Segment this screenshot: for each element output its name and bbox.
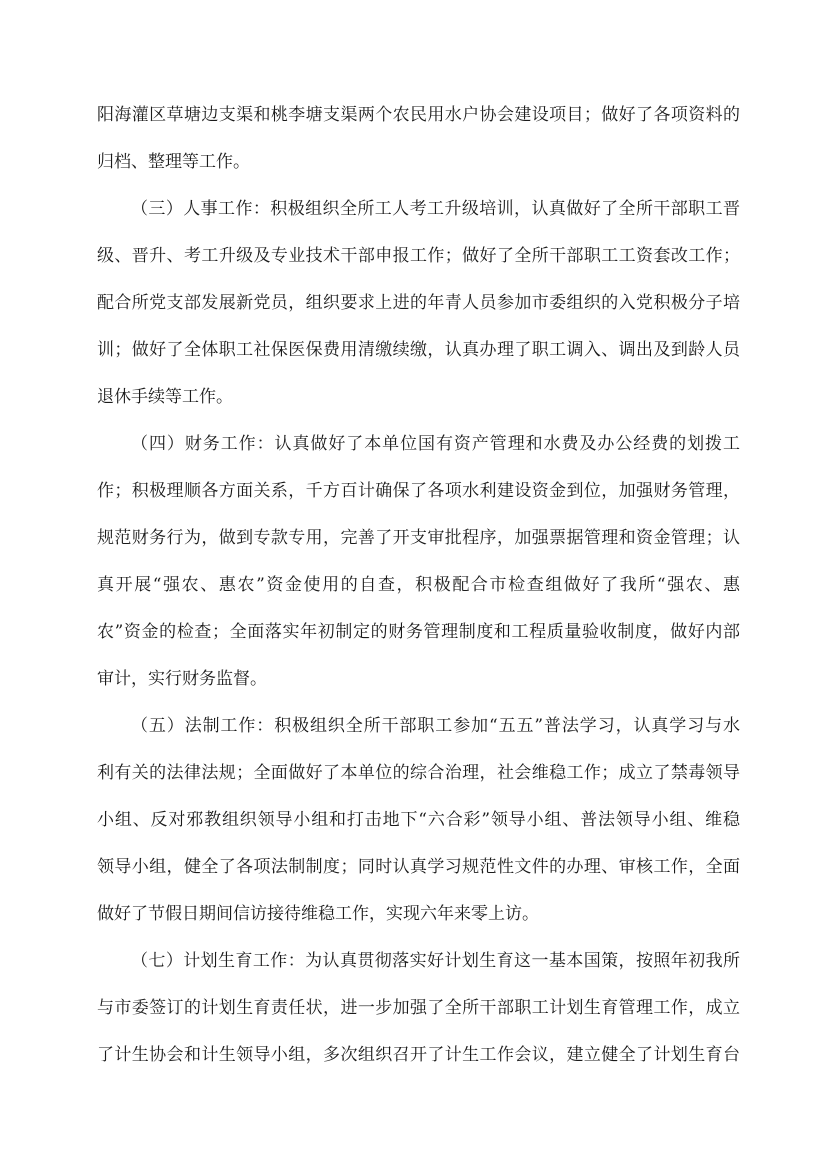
paragraph <box>97 186 740 421</box>
text-line: （七）计划生育工作：为认真贯彻落实好计划生育这一基本国策，按照年初我所 <box>131 951 740 971</box>
paragraph <box>97 92 740 186</box>
paragraph <box>97 703 740 938</box>
text-line: 配合所党支部发展新党员，组织要求上进的年青人员参加市委组织的入党积极分子培 <box>97 293 740 313</box>
text-line: 农”资金的检查；全面落实年初制定的财务管理制度和工程质量验收制度，做好内部 <box>97 622 740 642</box>
document-body <box>97 92 740 1079</box>
text-line: 真开展“强农、惠农”资金使用的自查，积极配合市检查组做好了我所“强农、惠 <box>97 575 740 595</box>
text-line: （五）法制工作：积极组织全所干部职工参加“五五”普法学习，认真学习与水 <box>131 716 740 736</box>
text-line: 利有关的法律法规；全面做好了本单位的综合治理，社会维稳工作；成立了禁毒领导 <box>97 763 740 783</box>
text-line: 作；积极理顺各方面关系，千方百计确保了各项水利建设资金到位，加强财务管理， <box>97 481 740 501</box>
text-line: 规范财务行为，做到专款专用，完善了开支审批程序，加强票据管理和资金管理；认 <box>97 528 740 548</box>
paragraph <box>97 421 740 703</box>
text-line: 与市委签订的计划生育责任状，进一步加强了全所干部职工计划生育管理工作，成立 <box>97 998 740 1018</box>
text-line: 了计生协会和计生领导小组，多次组织召开了计生工作会议，建立健全了计划生育台 <box>97 1045 740 1065</box>
text-line: 阳海灌区草塘边支渠和桃李塘支渠两个农民用水户协会建设项目；做好了各项资料的 <box>97 105 740 125</box>
text-line: 领导小组，健全了各项法制制度；同时认真学习规范性文件的办理、审核工作，全面 <box>97 857 740 877</box>
text-line: （三）人事工作：积极组织全所工人考工升级培训，认真做好了全所干部职工晋 <box>131 199 740 219</box>
text-line: （四）财务工作：认真做好了本单位国有资产管理和水费及办公经费的划拨工 <box>131 434 740 454</box>
text-line: 审计，实行财务监督。 <box>97 669 267 689</box>
text-line: 做好了节假日期间信访接待维稳工作，实现六年来零上访。 <box>97 904 539 924</box>
text-line: 小组、反对邪教组织领导小组和打击地下“六合彩”领导小组、普法领导小组、维稳 <box>97 810 740 830</box>
paragraph <box>97 938 740 1079</box>
text-line: 级、晋升、考工升级及专业技术干部申报工作；做好了全所干部职工工资套改工作； <box>97 246 740 266</box>
text-line: 退休手续等工作。 <box>97 387 233 407</box>
text-line: 归档、整理等工作。 <box>97 152 250 172</box>
text-line: 训；做好了全体职工社保医保费用清缴续缴，认真办理了职工调入、调出及到龄人员 <box>97 340 740 360</box>
